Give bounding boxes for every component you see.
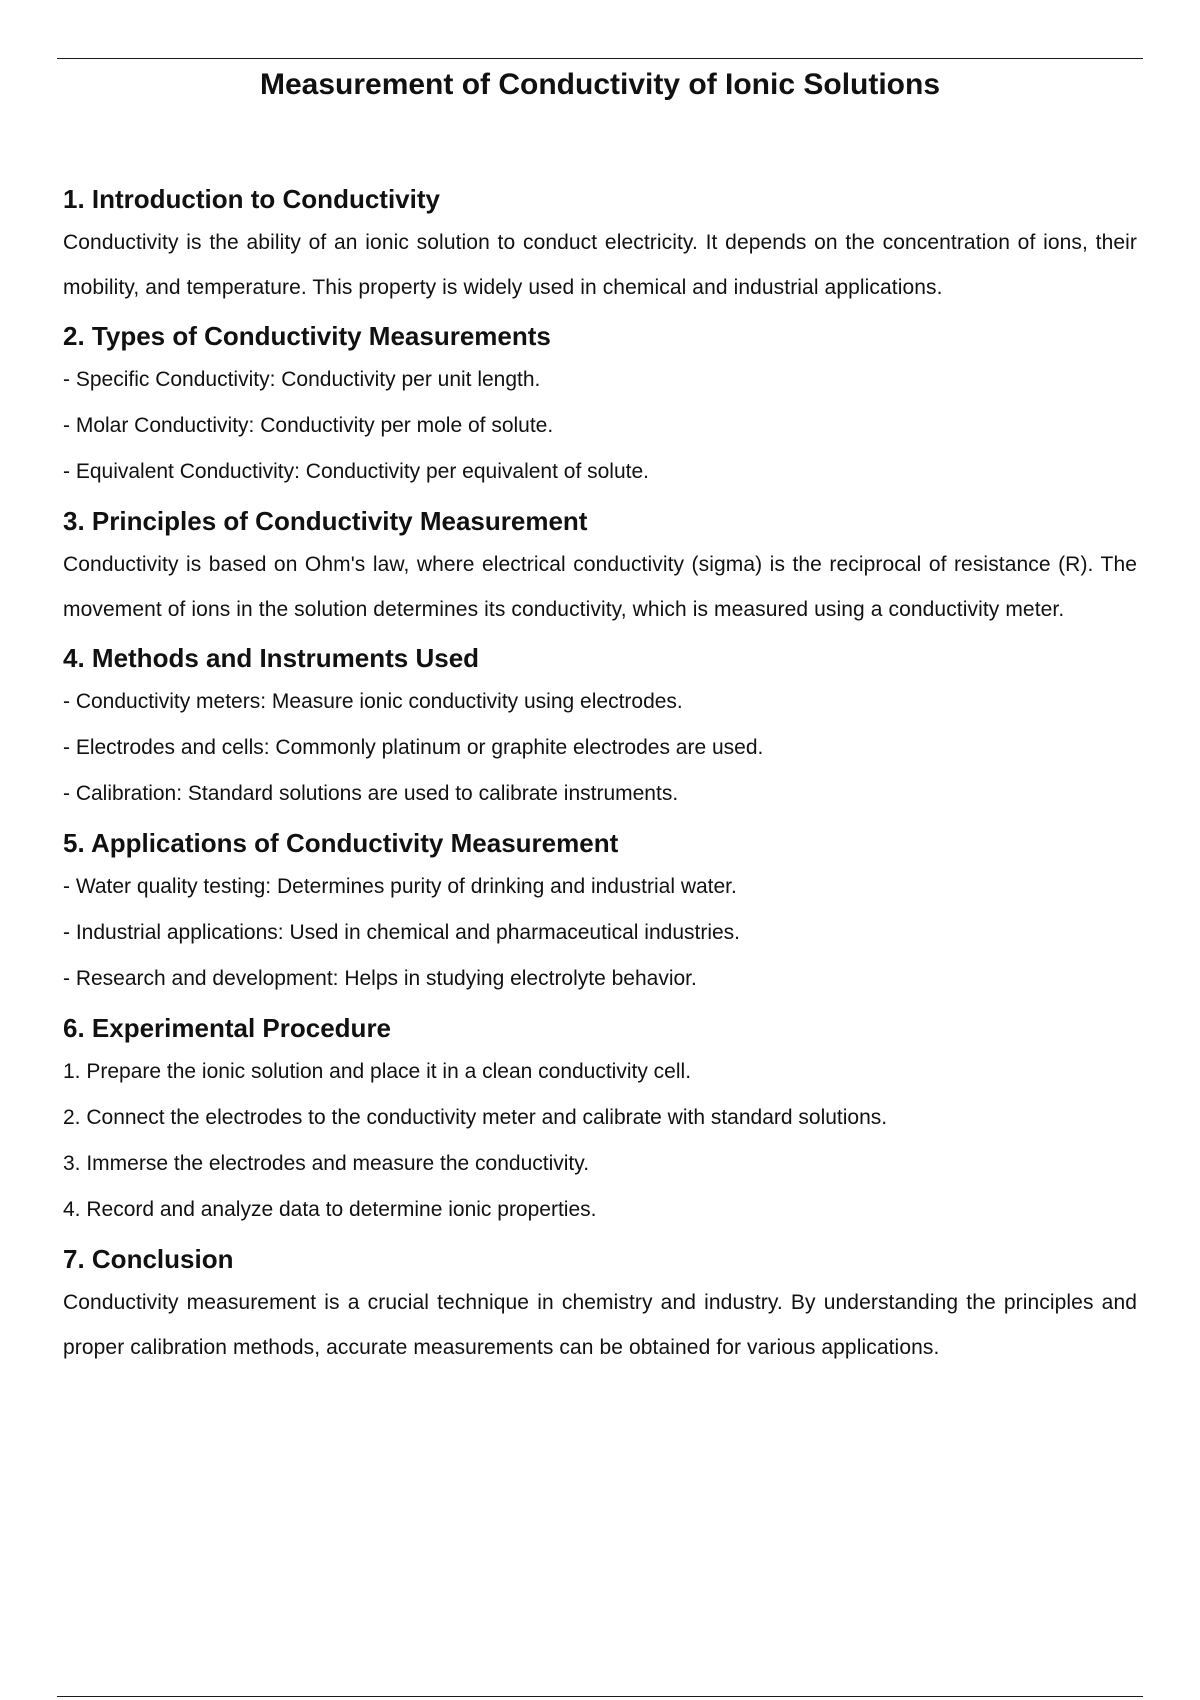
section-types	[63, 315, 1137, 495]
list-item: - Equivalent Conductivity: Conductivity per equivalent of solute.	[63, 460, 649, 483]
list-item: 1. Prepare the ionic solution and place it in a clean conductivity cell.	[63, 1060, 692, 1083]
document-body	[63, 178, 1137, 1375]
section-methods	[63, 637, 1137, 817]
section-heading: 7. Conclusion	[63, 1244, 234, 1274]
section-heading: 2. Types of Conductivity Measurements	[63, 321, 551, 351]
list-item: - Molar Conductivity: Conductivity per mole of solute.	[63, 414, 554, 437]
section-principles	[63, 500, 1137, 632]
section-introduction	[63, 178, 1137, 310]
applications-list	[63, 864, 1137, 1002]
methods-list	[63, 679, 1137, 817]
list-item: - Water quality testing: Determines purity of drinking and industrial water.	[63, 875, 737, 898]
document-title: Measurement of Conductivity of Ionic Solutions	[259, 68, 941, 101]
list-item: 4. Record and analyze data to determine ionic properties.	[63, 1198, 597, 1221]
section-applications	[63, 822, 1137, 1002]
section-paragraph: Conductivity is based on Ohm's law, where electrical conductivity (sigma) is the reciprocal of resistance (R). The movement of ions in the solution determines its conductivity, which is measured using a conductivity meter.	[63, 553, 1137, 621]
list-item: - Conductivity meters: Measure ionic conductivity using electrodes.	[63, 690, 683, 713]
list-item: - Industrial applications: Used in chemical and pharmaceutical industries.	[63, 921, 741, 944]
top-rule	[57, 58, 1143, 59]
list-item: - Specific Conductivity: Conductivity per unit length.	[63, 368, 541, 391]
list-item: 2. Connect the electrodes to the conductivity meter and calibrate with standard solutions.	[63, 1106, 888, 1129]
section-paragraph: Conductivity measurement is a crucial technique in chemistry and industry. By understanding the principles and proper calibration methods, accurate measurements can be obtained for various applications.	[63, 1291, 1137, 1359]
section-procedure	[63, 1007, 1137, 1233]
section-heading: 6. Experimental Procedure	[63, 1013, 392, 1043]
section-heading: 5. Applications of Conductivity Measurement	[63, 828, 619, 858]
section-heading: 1. Introduction to Conductivity	[63, 184, 440, 214]
section-heading: 4. Methods and Instruments Used	[63, 643, 480, 673]
types-list	[63, 357, 1137, 495]
section-conclusion	[63, 1238, 1137, 1370]
list-item: - Calibration: Standard solutions are used to calibrate instruments.	[63, 782, 679, 805]
section-paragraph: Conductivity is the ability of an ionic solution to conduct electricity. It depends on the concentration of ions, their mobility, and temperature. This property is widely used in chemical and industrial applications.	[63, 231, 1137, 299]
list-item: 3. Immerse the electrodes and measure the conductivity.	[63, 1152, 590, 1175]
list-item: - Research and development: Helps in studying electrolyte behavior.	[63, 967, 697, 990]
list-item: - Electrodes and cells: Commonly platinum or graphite electrodes are used.	[63, 736, 764, 759]
bottom-rule	[57, 1696, 1143, 1697]
section-heading: 3. Principles of Conductivity Measurement	[63, 506, 588, 536]
procedure-list	[63, 1049, 1137, 1233]
